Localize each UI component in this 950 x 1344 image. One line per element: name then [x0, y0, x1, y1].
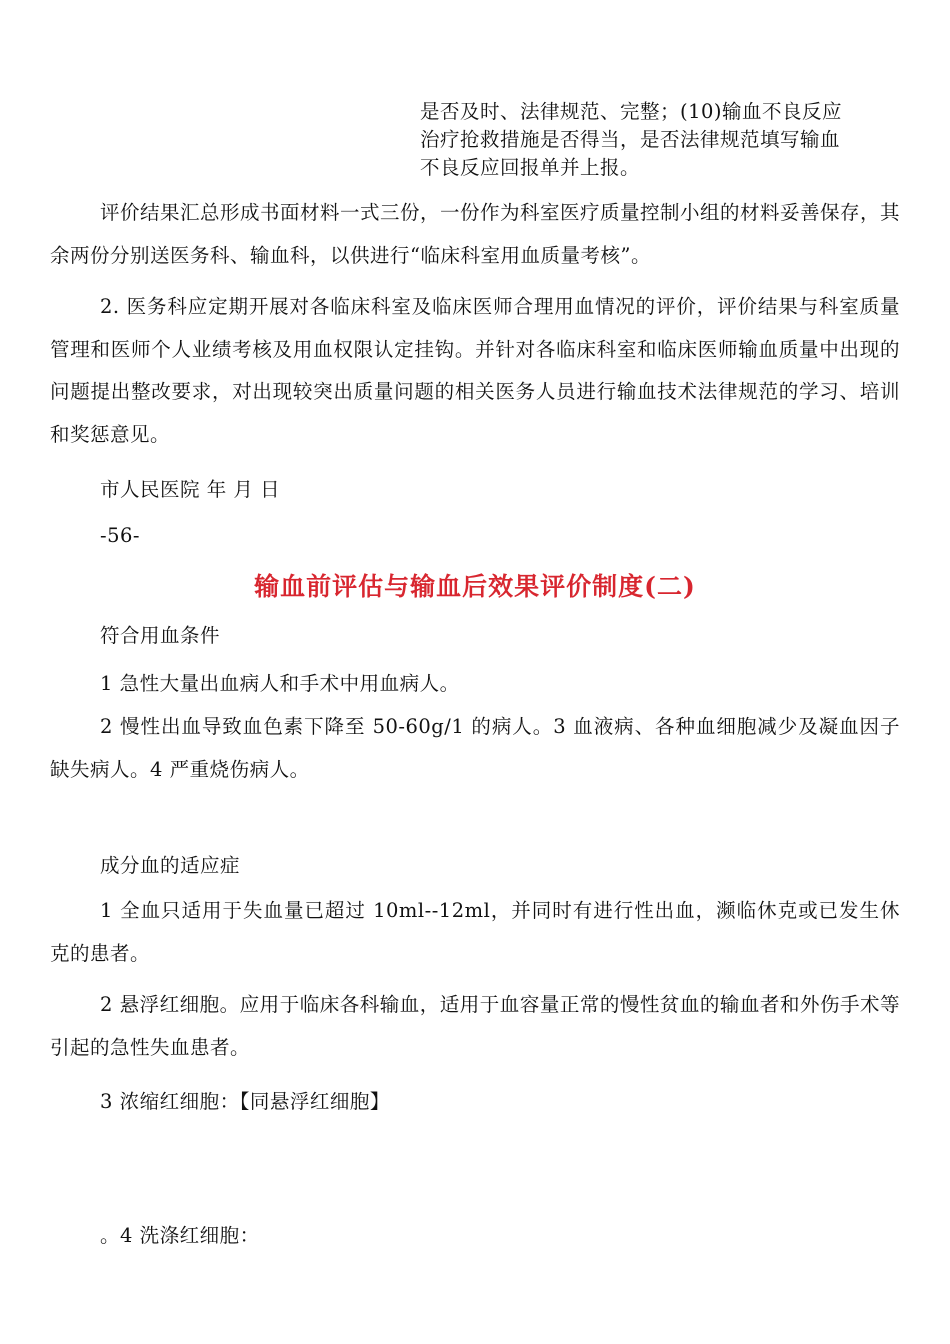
list-item: 2 慢性出血导致血色素下降至 50-60g/1 的病人。3 血液病、各种血细胞减少及凝血因子缺失病人。4 严重烧伤病人。	[50, 715, 900, 781]
signature-line: 市人民医院 年 月 日	[100, 478, 281, 501]
page-number: -56-	[100, 524, 140, 547]
text-line: 治疗抢救措施是否得当，是否法律规范填写输血	[420, 128, 841, 151]
section-title: 输血前评估与输血后效果评价制度(二)	[254, 572, 696, 601]
list-item: 1 急性大量出血病人和手术中用血病人。	[100, 672, 460, 695]
section-heading-indications: 成分血的适应症	[100, 854, 241, 877]
text-line: 不良反应回报单并上报。	[420, 156, 641, 179]
list-item: 3 浓缩红细胞：【同悬浮红细胞】	[100, 1090, 390, 1113]
list-item: 2 悬浮红细胞。应用于临床各科输血，适用于血容量正常的慢性贫血的输血者和外伤手术等引起的急性失血患者。	[50, 993, 900, 1059]
paragraph-evaluation-result: 评价结果汇总形成书面材料一式三份，一份作为科室医疗质量控制小组的材料妥善保存，其余两份分别送医务科、输血科，以供进行“临床科室用血质量考核”。	[50, 201, 901, 267]
list-item: 1 全血只适用于失血量已超过 10ml--12ml，并同时有进行性出血，濒临休克或已发生休克的患者。	[50, 899, 900, 965]
paragraph-medical-affairs: 2. 医务科应定期开展对各临床科室及临床医师合理用血情况的评价，评价结果与科室质量管理和医师个人业绩考核及用血权限认定挂钩。并针对各临床科室和临床医师输血质量中出现的问题提出整改要求，对出现较突出质量问题的相关医务人员进行输血技术法律规范的学习、培训和奖惩意见。	[50, 295, 900, 446]
section-heading-conditions: 符合用血条件	[100, 624, 221, 647]
list-item: 。4 洗涤红细胞：	[100, 1224, 260, 1247]
continued-text-block	[420, 98, 900, 182]
text-line: 是否及时、法律规范、完整；(10)输血不良反应	[420, 100, 843, 123]
